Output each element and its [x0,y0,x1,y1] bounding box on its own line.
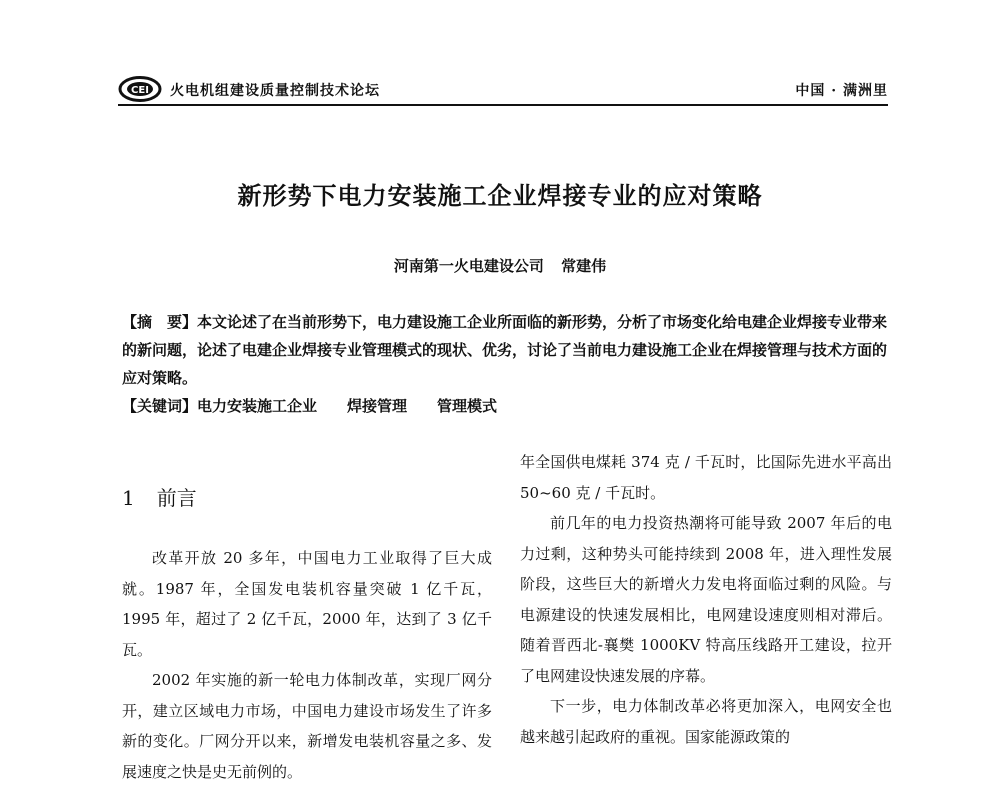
paragraph: 前几年的电力投资热潮将可能导致 2007 年后的电力过剩，这种势头可能持续到 2008 年，进入理性发展阶段，这些巨大的新增火力发电将面临过剩的风险。与电源建设的快速发展相比，电网建设速度则相对滞后。随着晋西北-襄樊 1000KV 特高压线路开工建设，拉开了电网建设快速发展的序幕。 [520,514,892,685]
affiliation: 河南第一火电建设公司 [393,257,544,275]
paper-title: 新形势下电力安装施工企业焊接专业的应对策略 [237,181,763,210]
forum-name: 火电机组建设质量控制技术论坛 [170,83,380,99]
paragraph: 改革开放 20 多年，中国电力工业取得了巨大成就。1987 年，全国发电装机容量突破 1 亿千瓦，1995 年，超过了 2 亿千瓦，2000 年，达到了 3 亿千瓦。 [122,549,492,659]
section-heading [122,482,492,511]
paragraph-continuation: 年全国供电煤耗 374 克 / 千瓦时，比国际先进水平高出 50~60 克 / 千瓦时。 [520,453,892,502]
author-name: 常建伟 [561,257,607,275]
header-rule [118,104,888,106]
running-header [118,76,888,104]
svg-text:CEI: CEI [131,85,149,96]
right-column [520,447,892,752]
forum-logo-icon [118,76,162,102]
conference-location: 中国 · 满洲里 [795,83,888,99]
abstract-block [122,308,890,420]
paragraph: 下一步，电力体制改革必将更加深入，电网安全也越来越引起政府的重视。国家能源政策的 [520,697,892,746]
left-column [122,470,492,787]
section-title: 前言 [156,486,197,510]
abstract-text: 【摘 要】本文论述了在当前形势下，电力建设施工企业所面临的新形势，分析了市场变化给电建企业焊接专业带来的新问题，论述了电建企业焊接专业管理模式的现状、优劣，讨论了当前电力建设施工企业在焊接管理与技术方面的应对策略。 [122,313,888,387]
keywords: 【关键词】电力安装施工企业 焊接管理 管理模式 [122,397,498,415]
paragraph: 2002 年实施的新一轮电力体制改革，实现厂网分开，建立区域电力市场，中国电力建设市场发生了许多新的变化。厂网分开以来，新增发电装机容量之多、发展速度之快是史无前例的。 [122,671,492,781]
section-number: 1 [122,486,135,510]
author-line [0,255,1000,276]
